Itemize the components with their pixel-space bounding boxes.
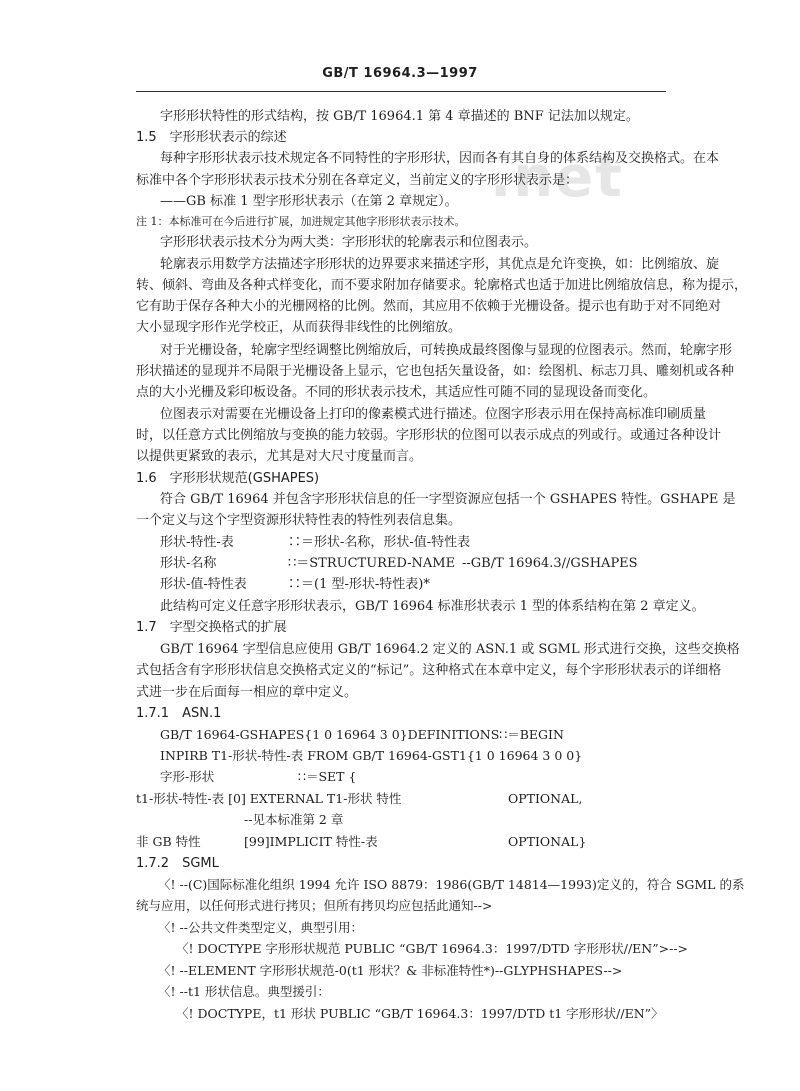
- code-line: INPIRB T1-形状-特性-表 FROM GB/T 16964-GST1{1 0 16964 3 0 0}: [160, 748, 583, 763]
- code-line: [99]IMPLICIT 特性-表: [244, 834, 378, 849]
- text-line: 时，以任意方式比例缩放与变换的能力较弱。字形形状的位图可以表示成点的列或行。或通过各种设计: [136, 428, 722, 443]
- text-line: 对于光栅设备，轮廓字型经调整比例缩放后，可转换成最终图像与显现的位图表示。然而，轮廓字形: [160, 343, 733, 358]
- code-line: ∷＝SET {: [298, 769, 357, 784]
- text-line: 大小显现字形作光学校正，从而获得非线性的比例缩放。: [136, 320, 462, 335]
- grammar-term: 形状-名称: [160, 556, 217, 571]
- code-line: OPTIONAL,: [508, 791, 583, 806]
- section-heading: 1.6 字形形状规范(GSHAPES): [136, 471, 320, 486]
- watermark-text: .net: [490, 145, 624, 210]
- code-line: OPTIONAL}: [508, 834, 587, 849]
- code-line: 统与应用，以任何形式进行拷贝；但所有拷贝均应包括此通知-->: [136, 898, 493, 913]
- section-heading: 1.5 字形形状表示的综述: [136, 130, 287, 145]
- grammar-comment: --GB/T 16964.3//GSHAPES: [462, 556, 638, 571]
- text-line: 它有助于保存各种大小的光栅网格的比例。然而，其应用不依赖于光栅设备。提示也有助于对不同绝对: [136, 299, 722, 314]
- code-line: 〈! --ELEMENT 字形形状规范-0(t1 形状？& 非标准特性*)--GLYPHSHAPES-->: [158, 963, 623, 978]
- section-heading: 1.7.2 SGML: [136, 856, 219, 871]
- text-line: 轮廓表示用数学方法描述字形形状的边界要求来描述字形，其优点是允许变换，如：比例缩放、旋: [160, 257, 720, 272]
- code-line: t1-形状-特性-表 [0] EXTERNAL T1-形状 特性: [136, 791, 402, 806]
- code-comment: --见本标准第 2 章: [244, 812, 344, 827]
- text-line: 一个定义与这个字型资源形状特性表的特性列表信息集。: [136, 513, 462, 528]
- grammar-definition: ∷＝STRUCTURED-NAME: [288, 556, 456, 571]
- grammar-term: 形状-值-特性表: [160, 577, 247, 592]
- text-line: 位图表示对需要在光栅设备上打印的像素模式进行描述。位图字形表示用在保持高标准印刷质量: [160, 407, 707, 422]
- note-line: 注 1：本标准可在今后进行扩展，加进规定其他字形形状表示技术。: [136, 215, 466, 228]
- code-line: 〈! DOCTYPE，t1 形状 PUBLIC “GB/T 16964.3：1997/DTD t1 字形形状//EN”〉: [176, 1006, 664, 1021]
- text-line: 转、倾斜、弯曲及各种式样变化，而不要求附加存储要求。轮廓格式也适于加进比例缩放信息，称为提示，: [136, 278, 748, 293]
- grammar-definition: ∷＝(1 型-形状-特性表)*: [288, 577, 430, 592]
- text-line: 每种字形形状表示技术规定各不同特性的字形形状，因而各有其自身的体系结构及交换格式。在本: [160, 151, 720, 166]
- text-line: 形状描述的显现并不局限于光栅设备上显示，它也包括矢量设备，如：绘图机、标志刀具、雕刻机或各种: [136, 364, 735, 379]
- code-line: GB/T 16964-GSHAPES{1 0 16964 3 0}DEFINITIONS∷＝BEGIN: [160, 727, 564, 742]
- code-line: 非 GB 特性: [136, 834, 201, 849]
- text-line: ——GB 标准 1 型字形形状表示（在第 2 章规定）。: [160, 194, 458, 209]
- text-line: 式包括含有字形形状信息交换格式定义的“标记”。这种格式在本章中定义，每个字形形状表示的详细格: [136, 663, 722, 678]
- text-line: 字形形状表示技术分为两大类：字形形状的轮廓表示和位图表示。: [160, 235, 538, 250]
- text-line: 点的大小光栅及彩印板设备。不同的形状表示技术，其适应性可随不同的显现设备而变化。: [136, 385, 657, 400]
- grammar-definition: ∷＝形状-名称，形状-值-特性表: [288, 535, 471, 550]
- code-line: 〈! --t1 形状信息。典型援引：: [158, 984, 330, 999]
- section-heading: 1.7 字型交换格式的扩展: [136, 620, 287, 635]
- grammar-term: 形状-特性-表: [160, 535, 234, 550]
- section-heading: 1.7.1 ASN.1: [136, 706, 222, 721]
- code-line: 〈! --公共文件类型定义，典型引用：: [158, 920, 363, 935]
- text-line: 以提供更紧致的表示，尤其是对大尺寸度量而言。: [136, 449, 423, 464]
- text-line: 此结构可定义任意字形形状表示，GB/T 16964 标准形状表示 1 型的体系结构在第 2 章定义。: [160, 599, 705, 614]
- text-line: 符合 GB/T 16964 并包含字形形状信息的任一字型资源应包括一个 GSHAPES 特性。GSHAPE 是: [160, 492, 736, 507]
- code-line: 字形-形状: [160, 769, 215, 784]
- text-line: 式进一步在后面每一相应的章中定义。: [136, 685, 358, 700]
- code-line: 〈! DOCTYPE 字形形状规范 PUBLIC “GB/T 16964.3：1997/DTD 字形形状//EN”>-->: [176, 941, 689, 956]
- code-line: 〈! --(C)国际标准化组织 1994 允许 ISO 8879：1986(GB/T 14814—1993)定义的，符合 SGML 的系: [158, 877, 745, 892]
- text-line: GB/T 16964 字型信息应使用 GB/T 16964.2 定义的 ASN.1 或 SGML 形式进行交换，这些交换格: [160, 642, 740, 657]
- header-divider: [136, 91, 666, 92]
- text-line: 标准中各个字形形状表示技术分别在各章定义，当前定义的字形形状表示是：: [136, 173, 579, 188]
- text-line: 字形形状特性的形式结构，按 GB/T 16964.1 第 4 章描述的 BNF 记法加以规定。: [160, 109, 639, 124]
- page-header: GB/T 16964.3—1997: [322, 66, 478, 81]
